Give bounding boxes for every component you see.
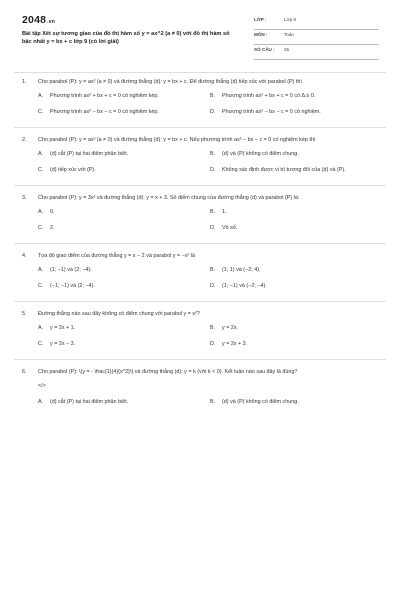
option-a[interactable] <box>38 398 210 406</box>
option-letter: A. <box>38 267 44 273</box>
option-letter: A. <box>38 325 44 331</box>
option-c[interactable] <box>38 108 210 116</box>
meta-count <box>254 45 379 60</box>
question-text: Cho parabol (P): y = 3x² và đường thẳng (d): y = x + 3. Số điểm chung của đường thẳng (d) và parabol (P) là: <box>38 195 300 201</box>
meta-subject <box>254 30 379 45</box>
question-number: 5. <box>22 311 27 317</box>
option-letter: A. <box>38 93 44 99</box>
question-text: Đường thẳng nào sau đây không có điểm chung với parabol y = x²? <box>38 311 200 317</box>
option-c[interactable] <box>38 166 210 174</box>
option-a[interactable] <box>38 92 210 100</box>
meta-subject-value: Toán <box>284 32 294 37</box>
meta-count-label: SỐ CÂU : <box>254 47 275 52</box>
option-text: y = 2x + 1. <box>50 325 76 331</box>
option-text: (d) và (P) không có điểm chung. <box>222 399 299 405</box>
question-number: 6. <box>22 369 27 375</box>
logo-suffix: .vn <box>47 19 55 25</box>
option-text: (d) cắt (P) tại hai điểm phân biệt. <box>50 399 129 405</box>
option-letter: D. <box>210 283 216 289</box>
option-text: (d) cắt (P) tại hai điểm phân biệt. <box>50 151 129 157</box>
header-divider <box>14 72 386 73</box>
options <box>38 92 384 124</box>
option-letter: B. <box>210 325 216 331</box>
option-letter: C. <box>38 167 44 173</box>
meta-class <box>254 15 379 30</box>
option-text: Vô số. <box>222 225 238 231</box>
option-text: Phương trình ax² − bx − c = 0 có nghiệm kép. <box>50 109 159 115</box>
question-number: 3. <box>22 195 27 201</box>
question-divider <box>14 301 386 302</box>
option-letter: B. <box>210 93 216 99</box>
options <box>38 208 384 240</box>
option-letter: A. <box>38 151 44 157</box>
header <box>0 0 400 64</box>
options <box>38 324 384 356</box>
option-letter: C. <box>38 225 44 231</box>
question-text: Cho parabol (P): y = ax² (a ≠ 0) và đường thẳng (d): y = bx + c. Để đường thẳng (d) tiếp xúc với parabol (P) thì <box>38 79 302 85</box>
option-d[interactable] <box>210 166 382 174</box>
options <box>38 150 384 182</box>
site-logo[interactable] <box>22 14 55 26</box>
option-b[interactable] <box>210 324 382 332</box>
option-b[interactable] <box>210 208 382 216</box>
question-text: Cho parabol (P): \(y = - \frac{1}{4}{x^2}\) và đường thẳng (d): y = k (với k < 0). Kết luận nào sau đây là đúng? <box>38 369 298 375</box>
option-letter: B. <box>210 267 216 273</box>
options <box>38 398 384 414</box>
option-text: (d) tiếp xúc với (P). <box>50 167 96 173</box>
question-extra: </> <box>38 383 46 389</box>
option-b[interactable] <box>210 398 382 406</box>
question-divider <box>14 243 386 244</box>
option-text: (1; −1) và (−2; −4). <box>222 283 267 289</box>
meta-panel <box>254 15 379 60</box>
option-letter: D. <box>210 109 216 115</box>
option-text: y = 2x. <box>222 325 239 331</box>
question-4 <box>0 252 400 298</box>
option-a[interactable] <box>38 266 210 274</box>
option-text: 0. <box>50 209 55 215</box>
option-letter: B. <box>210 399 216 405</box>
question-divider <box>14 359 386 360</box>
option-text: y = 2x + 3. <box>222 341 248 347</box>
option-d[interactable] <box>210 282 382 290</box>
question-2 <box>0 136 400 182</box>
question-number: 1. <box>22 79 27 85</box>
page-title: Bài tập Xét sự tương giao của đồ thị hàm số y = ax^2 (a ≠ 0) với đồ thị hàm số bậc nhất y = bx + c lớp 9 (có lời giải) <box>22 31 230 45</box>
question-text: Cho parabol (P): y = ax² (a ≠ 0) và đường thẳng (d): y = bx + c. Nếu phương trình ax² − bx − c = 0 có nghiệm kép thì <box>38 137 316 143</box>
option-text: (−1; −1) và (2; −4). <box>50 283 95 289</box>
option-letter: A. <box>38 209 44 215</box>
option-c[interactable] <box>38 340 210 348</box>
option-letter: D. <box>210 225 216 231</box>
option-text: Phương trình ax² + bx + c = 0 có Δ ≥ 0. <box>222 93 316 99</box>
option-letter: D. <box>210 341 216 347</box>
option-letter: B. <box>210 151 216 157</box>
option-letter: B. <box>210 209 216 215</box>
option-letter: D. <box>210 167 216 173</box>
option-d[interactable] <box>210 340 382 348</box>
option-b[interactable] <box>210 150 382 158</box>
option-text: y = 2x − 3. <box>50 341 76 347</box>
options <box>38 266 384 298</box>
question-6 <box>0 368 400 414</box>
option-a[interactable] <box>38 150 210 158</box>
question-3 <box>0 194 400 240</box>
option-text: Không xác định được vị trí tương đối của (d) và (P). <box>222 167 346 173</box>
option-text: 1. <box>222 209 227 215</box>
option-d[interactable] <box>210 108 382 116</box>
question-5 <box>0 310 400 356</box>
option-c[interactable] <box>38 224 210 232</box>
question-text: Tọa độ giao điểm của đường thẳng y = x − 2 và parabol y = −x² là <box>38 253 195 259</box>
option-letter: C. <box>38 341 44 347</box>
option-b[interactable] <box>210 266 382 274</box>
option-d[interactable] <box>210 224 382 232</box>
option-text: Phương trình ax² + bx + c = 0 có nghiệm kép. <box>50 93 159 99</box>
option-a[interactable] <box>38 208 210 216</box>
question-number: 4. <box>22 253 27 259</box>
option-a[interactable] <box>38 324 210 332</box>
option-c[interactable] <box>38 282 210 290</box>
option-letter: C. <box>38 283 44 289</box>
option-letter: A. <box>38 399 44 405</box>
option-letter: C. <box>38 109 44 115</box>
option-text: Phương trình ax² − bx − c = 0 có nghiệm. <box>222 109 321 115</box>
question-1 <box>0 78 400 124</box>
option-text: (1; 1) và (−2; 4). <box>222 267 261 273</box>
question-list <box>0 78 400 414</box>
option-text: (d) và (P) không có điểm chung. <box>222 151 299 157</box>
option-text: (1; −1) và (2; −4). <box>50 267 92 273</box>
question-divider <box>14 127 386 128</box>
meta-count-value: 25 <box>284 47 290 52</box>
meta-class-value: Lớp 9 <box>284 17 296 22</box>
option-text: 2. <box>50 225 55 231</box>
logo-main: 2048 <box>22 14 47 26</box>
option-b[interactable] <box>210 92 382 100</box>
question-divider <box>14 185 386 186</box>
question-number: 2. <box>22 137 27 143</box>
meta-subject-label: MÔN : <box>254 32 268 37</box>
meta-class-label: LỚP : <box>254 17 267 22</box>
